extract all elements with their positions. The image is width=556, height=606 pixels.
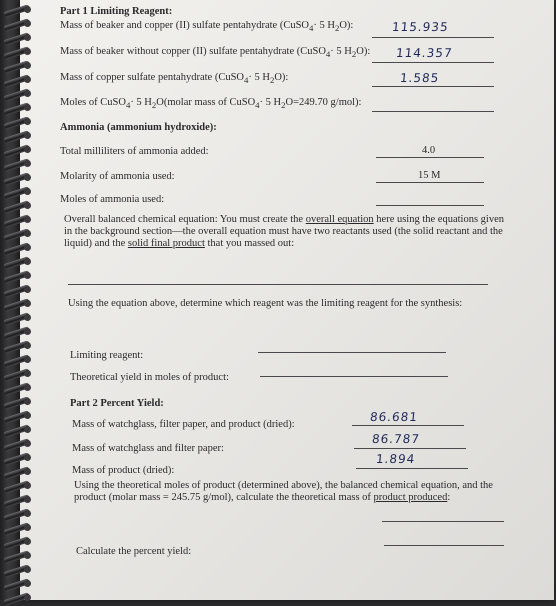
binding-hole bbox=[24, 202, 31, 209]
molarity-line bbox=[376, 182, 484, 183]
binding-hole bbox=[24, 566, 31, 573]
binding-hole bbox=[24, 482, 31, 489]
binding-hole bbox=[24, 104, 31, 111]
binding-hole bbox=[24, 286, 31, 293]
moles-ammonia-label: Moles of ammonia used: bbox=[60, 194, 165, 205]
total-ml-value: 4.0 bbox=[422, 145, 436, 156]
limiting-reagent-label: Limiting reagent: bbox=[70, 350, 144, 361]
binding-hole bbox=[24, 6, 31, 13]
percent-yield-label: Calculate the percent yield: bbox=[76, 546, 192, 557]
binding-hole bbox=[24, 440, 31, 447]
mass-product-label: Mass of product (dried): bbox=[72, 465, 175, 476]
limiting-question: Using the equation above, determine which reagent was the limiting reagent for the synthesis: bbox=[68, 298, 463, 309]
binding-hole bbox=[24, 272, 31, 279]
ammonia-heading: Ammonia (ammonium hydroxide): bbox=[60, 122, 217, 133]
binding-hole bbox=[24, 510, 31, 517]
binding-hole bbox=[24, 230, 31, 237]
binding-hole bbox=[24, 342, 31, 349]
binding-hole bbox=[24, 384, 31, 391]
binding-hole bbox=[24, 188, 31, 195]
mass-watch-product-line bbox=[352, 425, 464, 426]
binding-hole bbox=[24, 398, 31, 405]
mass-product-line bbox=[356, 468, 468, 469]
binding-hole bbox=[24, 356, 31, 363]
binding-hole bbox=[24, 62, 31, 69]
binding-hole bbox=[24, 216, 31, 223]
binding-hole bbox=[24, 328, 31, 335]
binding-hole bbox=[24, 370, 31, 377]
mass-copper-line bbox=[372, 86, 494, 87]
mass-watch-line bbox=[354, 448, 466, 449]
mass-beaker-with-label: Mass of beaker and copper (II) sulfate pentahydrate (CuSO$_4$· 5 $H_2O$): bbox=[60, 20, 354, 34]
binding-hole bbox=[24, 118, 31, 125]
mass-beaker-with-line bbox=[372, 37, 494, 38]
mass-watch-value: 86.787 bbox=[371, 432, 421, 446]
mass-watch-product-value: 86.681 bbox=[369, 410, 419, 424]
part1-heading: Part 1 Limiting Reagent: bbox=[60, 6, 173, 17]
binding-hole bbox=[24, 468, 31, 475]
binding-hole bbox=[24, 300, 31, 307]
binding-hole bbox=[24, 20, 31, 27]
binding-hole bbox=[24, 34, 31, 41]
binding-hole bbox=[24, 90, 31, 97]
worksheet-page bbox=[20, 0, 554, 600]
binding-hole bbox=[24, 174, 31, 181]
theoretical-mass-instructions: Using the theoretical moles of product (determined above), the balanced chemical equation, and the product (molar mass = 245.75 g/mol), calculate the theoretical mass of product produced: bbox=[74, 480, 493, 504]
moles-cuso4-label: Moles of CuSO$_4$· 5 $H_2O(molar$ mass of CuSO$_4$· 5 $H_2O=249.70$ g/mol): bbox=[60, 97, 362, 111]
mass-watch-product-label: Mass of watchglass, filter paper, and product (dried): bbox=[72, 419, 295, 430]
theoretical-mass-line bbox=[382, 521, 504, 522]
theoretical-yield-label: Theoretical yield in moles of product: bbox=[70, 372, 229, 383]
mass-beaker-without-line bbox=[372, 62, 494, 63]
moles-ammonia-line bbox=[376, 205, 484, 206]
binding-hole bbox=[24, 314, 31, 321]
equation-instructions: Overall balanced chemical equation: You must create the overall equation here using the equations given in the background section—the overall equation must have two reactants used (the solid reactant and the liquid) and the solid final product that you massed out: bbox=[64, 214, 504, 250]
theoretical-yield-line bbox=[260, 376, 448, 377]
binding-hole bbox=[24, 132, 31, 139]
molarity-label: Molarity of ammonia used: bbox=[60, 171, 175, 182]
mass-copper-label: Mass of copper sulfate pentahydrate (CuSO$_4$· 5 $H_2O$): bbox=[60, 72, 289, 86]
molarity-value: 15 M bbox=[418, 170, 441, 181]
mass-watch-label: Mass of watchglass and filter paper: bbox=[72, 443, 224, 454]
binding-hole bbox=[24, 552, 31, 559]
mass-copper-value: 1.585 bbox=[399, 71, 441, 85]
binding-hole bbox=[24, 48, 31, 55]
part2-heading: Part 2 Percent Yield: bbox=[70, 398, 164, 409]
total-ml-line bbox=[376, 157, 484, 158]
binding-hole bbox=[24, 412, 31, 419]
binding-hole bbox=[24, 538, 31, 545]
mass-beaker-without-label: Mass of beaker without copper (II) sulfate pentahydrate (CuSO$_4$· 5 $H_2O$): bbox=[60, 46, 371, 60]
binding-hole bbox=[24, 258, 31, 265]
mass-beaker-without-value: 114.357 bbox=[395, 46, 454, 60]
moles-cuso4-line bbox=[372, 111, 494, 112]
binding-hole bbox=[24, 146, 31, 153]
binding-hole bbox=[24, 580, 31, 587]
binding-hole bbox=[24, 76, 31, 83]
equation-line bbox=[68, 284, 488, 285]
total-ml-label: Total milliliters of ammonia added: bbox=[60, 146, 209, 157]
mass-product-value: 1.894 bbox=[375, 452, 417, 466]
mass-beaker-with-value: 115.935 bbox=[391, 20, 450, 34]
binding-hole bbox=[24, 524, 31, 531]
binding-hole bbox=[24, 496, 31, 503]
binding-hole bbox=[24, 244, 31, 251]
limiting-reagent-line bbox=[258, 352, 446, 353]
percent-yield-line bbox=[384, 545, 504, 546]
binding-hole bbox=[24, 454, 31, 461]
binding-hole bbox=[24, 160, 31, 167]
binding-hole bbox=[24, 426, 31, 433]
